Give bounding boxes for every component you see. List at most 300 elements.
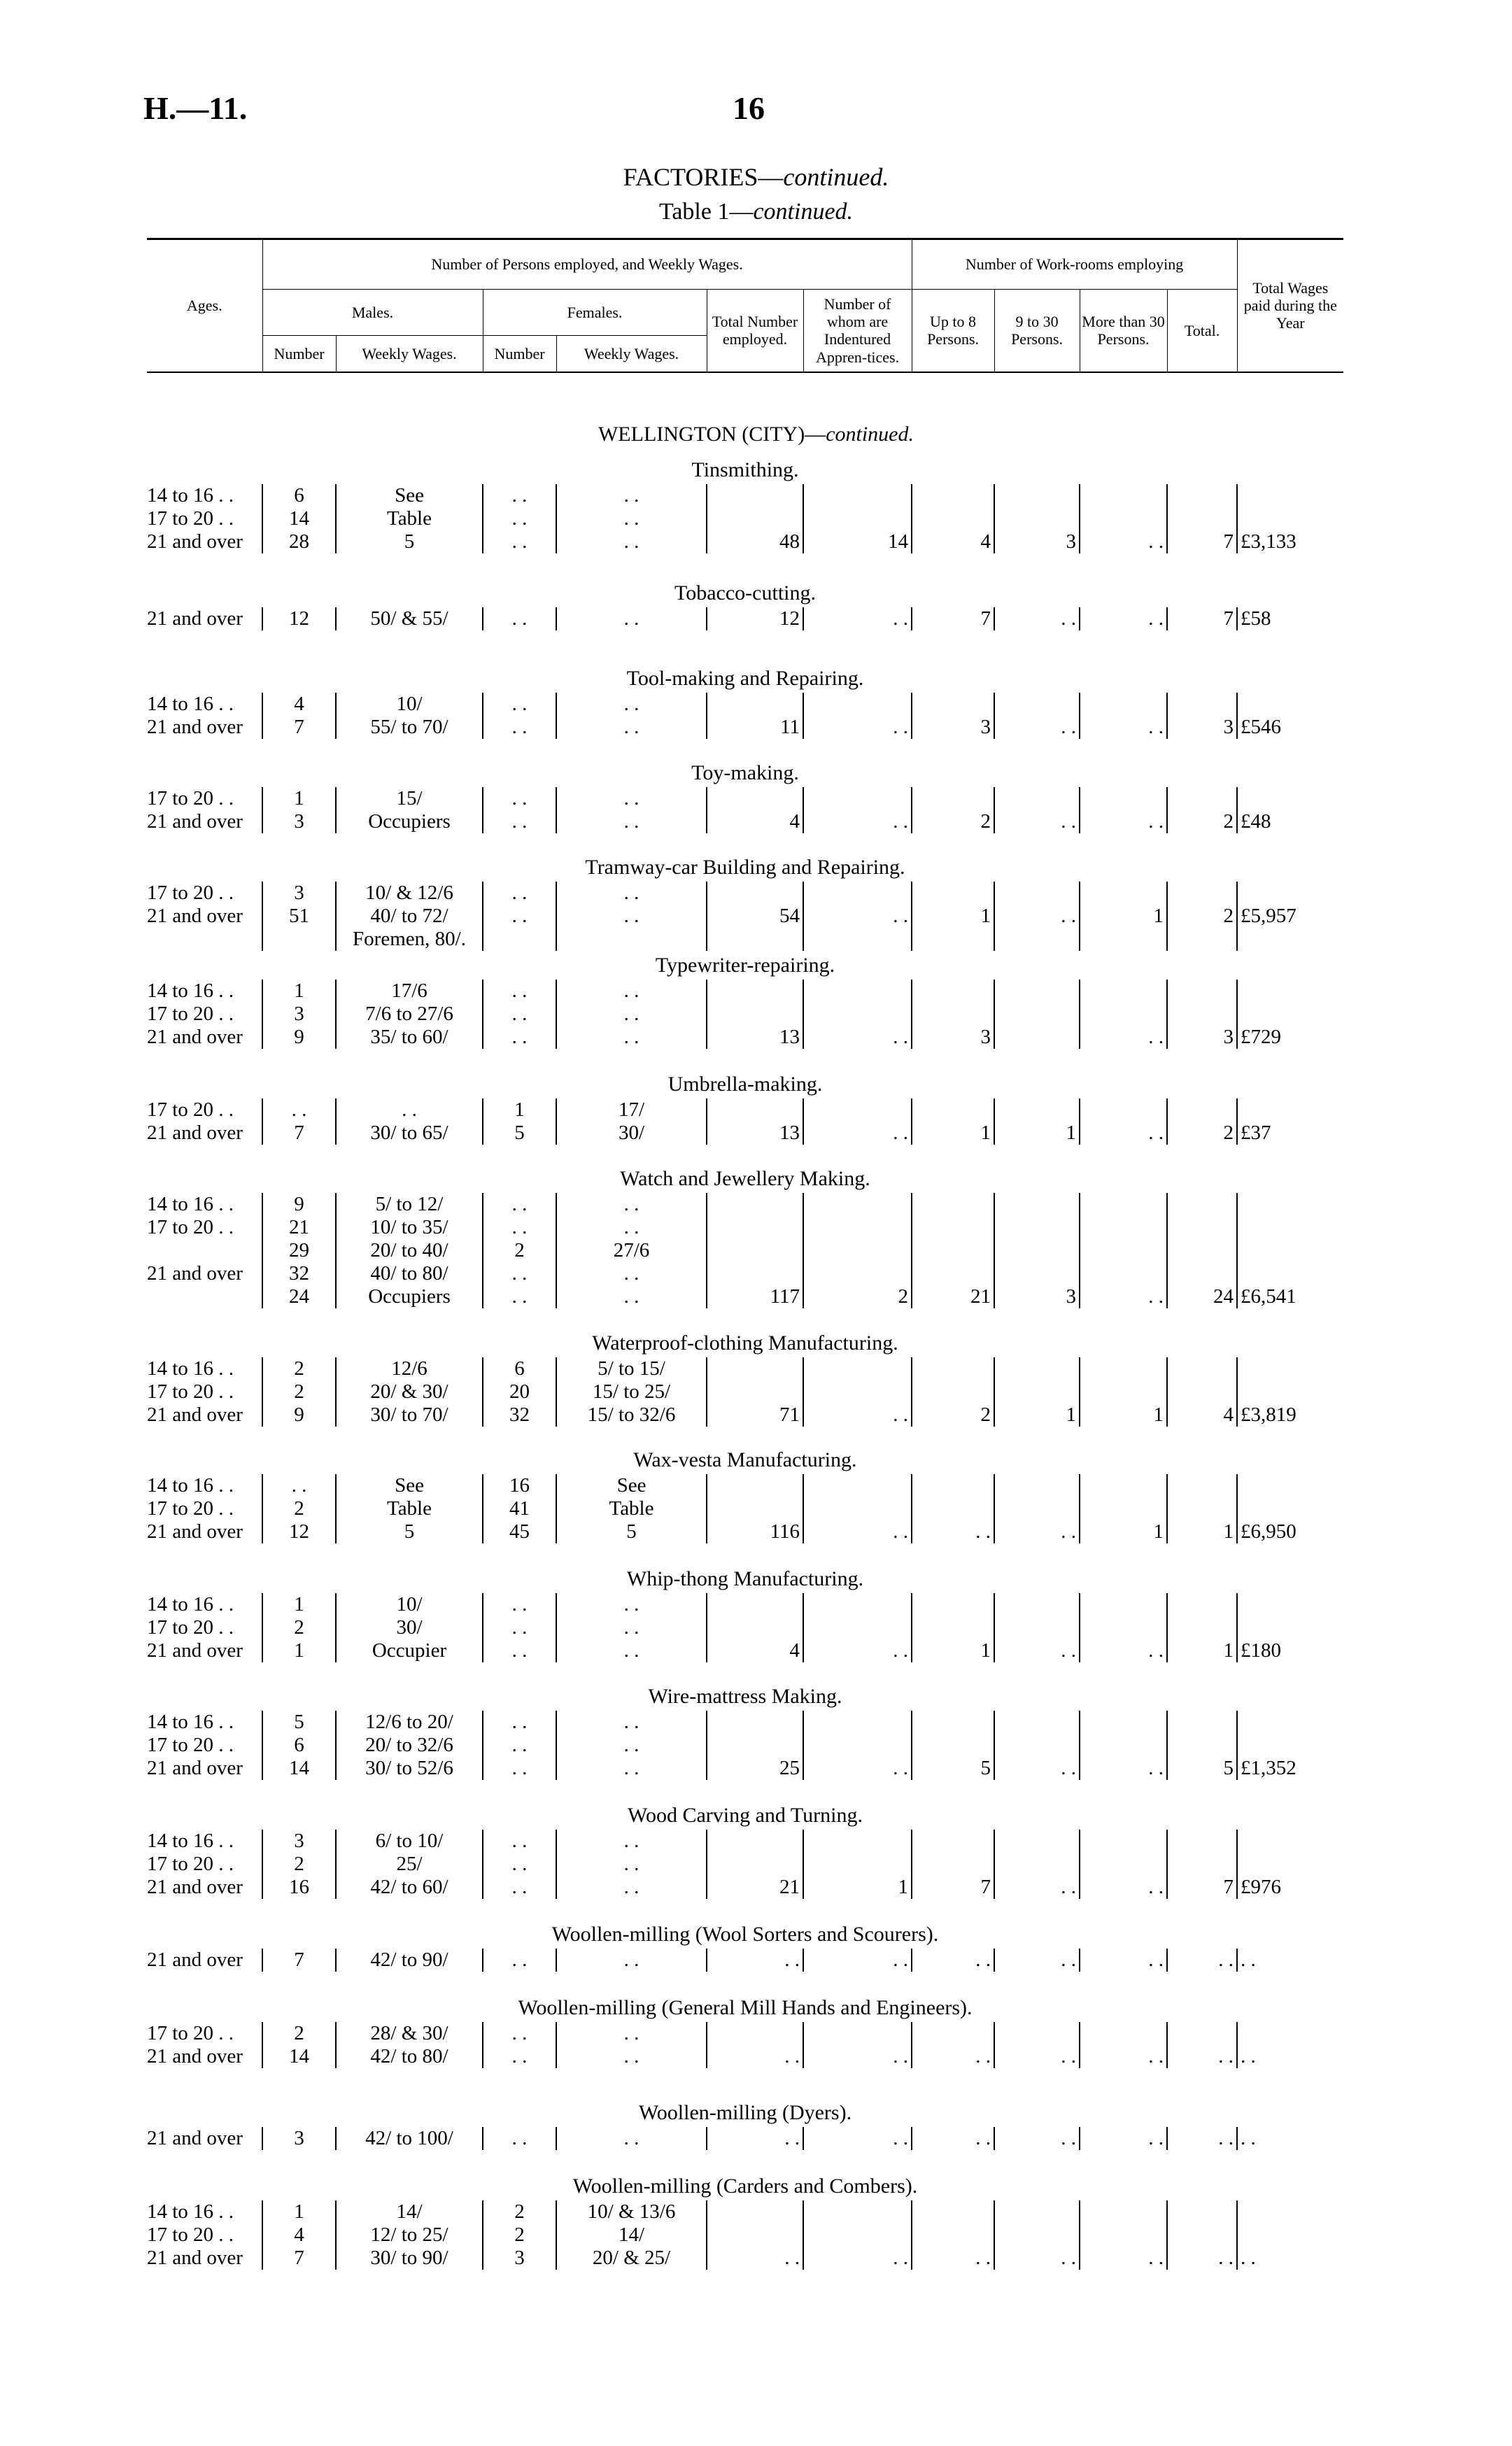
cell-males-wages: 20/ & 30/ — [336, 1380, 483, 1404]
cell-nine-to-30 — [994, 882, 1080, 905]
cell-more-than-30 — [1080, 1239, 1167, 1262]
cell-males-number: 3 — [262, 882, 336, 905]
cell-up-to-8: 7 — [912, 607, 994, 630]
cell-males-wages: 14/ — [336, 2200, 483, 2224]
cell-females-wages: See — [556, 1474, 707, 1497]
table-row — [147, 1193, 1343, 1216]
cell-males-number: 14 — [262, 1757, 336, 1780]
cell-males-number: 2 — [262, 1497, 336, 1520]
cell-rooms-total — [1167, 693, 1237, 716]
cell-total-wages — [1237, 1262, 1343, 1285]
trade-section — [147, 1921, 1343, 1972]
trade-section — [147, 1165, 1343, 1308]
cell-rooms-total — [1167, 1497, 1237, 1520]
cell-rooms-total — [1167, 882, 1237, 905]
cell-age: 21 and over — [147, 1876, 243, 1898]
cell-nine-to-30 — [994, 1193, 1080, 1216]
cell-females-wages: . . — [556, 787, 707, 810]
cell-females-wages: . . — [556, 1757, 707, 1780]
cell-total-employed — [707, 1497, 803, 1520]
cell-indentured — [803, 2200, 912, 2224]
cell-total-employed — [707, 1262, 803, 1285]
cell-total-wages — [1237, 1003, 1343, 1026]
cell-indentured — [803, 507, 912, 530]
cell-total-employed — [707, 1239, 803, 1262]
cell-nine-to-30 — [994, 2022, 1080, 2045]
cell-indentured — [803, 980, 912, 1003]
cell-rooms-total — [1167, 787, 1237, 810]
cell-more-than-30 — [1080, 2200, 1167, 2224]
cell-nine-to-30: . . — [994, 810, 1080, 833]
trade-title: Woollen-milling (General Mill Hands and Engineers). — [518, 1996, 973, 2019]
cell-nine-to-30: . . — [994, 1639, 1080, 1662]
cell-males-wages: Occupier — [336, 1639, 483, 1662]
cell-rooms-total — [1167, 2224, 1237, 2247]
cell-males-wages: 30/ — [336, 1616, 483, 1639]
cell-females-number: . . — [483, 1593, 556, 1616]
cell-males-wages: Occupiers — [336, 1285, 483, 1308]
col-indentured: Number of whom are Indentured Appren-tices. — [803, 290, 912, 372]
cell-total-employed: 71 — [707, 1404, 803, 1427]
cell-indentured — [803, 1193, 912, 1216]
cell-males-number: 12 — [262, 1520, 336, 1543]
cell-indentured — [803, 1711, 912, 1734]
cell-age: 17 to 20 . . — [147, 1616, 234, 1639]
cell-indentured: . . — [803, 1949, 912, 1972]
col-males-number: Number — [262, 336, 336, 372]
cell-indentured: . . — [803, 1122, 912, 1145]
cell-indentured — [803, 2022, 912, 2045]
cell-males-number: 2 — [262, 1380, 336, 1404]
cell-females-number: . . — [483, 1949, 556, 1972]
cell-males-number: 7 — [262, 1122, 336, 1145]
cell-indentured — [803, 1216, 912, 1239]
cell-females-wages: . . — [556, 2045, 707, 2068]
trade-title: Woollen-milling (Wool Sorters and Scourers). — [551, 1923, 939, 1946]
cell-nine-to-30: 1 — [994, 1122, 1080, 1145]
cell-females-number: 5 — [483, 1122, 556, 1145]
cell-total-wages: £546 — [1237, 716, 1343, 739]
cell-total-employed — [707, 1003, 803, 1026]
cell-indentured: . . — [803, 905, 912, 928]
cell-age: 21 and over — [147, 1026, 243, 1048]
cell-total-wages — [1237, 1239, 1343, 1262]
cell-females-wages — [556, 928, 707, 951]
cell-females-number: 6 — [483, 1357, 556, 1380]
cell-more-than-30: . . — [1080, 810, 1167, 833]
cell-total-employed — [707, 980, 803, 1003]
cell-nine-to-30: . . — [994, 2247, 1080, 2270]
cell-up-to-8 — [912, 1098, 994, 1122]
cell-up-to-8: 3 — [912, 716, 994, 739]
cell-up-to-8: 3 — [912, 1026, 994, 1049]
cell-females-wages: Table — [556, 1497, 707, 1520]
cell-nine-to-30 — [994, 1593, 1080, 1616]
cell-age: 17 to 20 . . — [147, 507, 234, 530]
cell-females-wages: 27/6 — [556, 1239, 707, 1262]
cell-females-number: . . — [483, 1853, 556, 1876]
cell-males-wages: 42/ to 60/ — [336, 1876, 483, 1899]
cell-total-employed: . . — [707, 2045, 803, 2068]
cell-males-number: 4 — [262, 2224, 336, 2247]
cell-up-to-8: . . — [912, 1949, 994, 1972]
cell-males-number: 12 — [262, 607, 336, 630]
cell-rooms-total — [1167, 928, 1237, 951]
table-row — [147, 787, 1343, 810]
trade-title: Wax-vesta Manufacturing. — [633, 1448, 857, 1471]
cell-nine-to-30 — [994, 980, 1080, 1003]
cell-total-wages — [1237, 507, 1343, 530]
cell-indentured — [803, 928, 912, 951]
table-row — [147, 1122, 1343, 1145]
table-row — [147, 1830, 1343, 1853]
cell-females-number: . . — [483, 1216, 556, 1239]
cell-up-to-8 — [912, 1380, 994, 1404]
table-row — [147, 2200, 1343, 2224]
cell-rooms-total: . . — [1167, 2127, 1237, 2150]
cell-total-employed: 117 — [707, 1285, 803, 1308]
trade-title: Tramway-car Building and Repairing. — [585, 856, 905, 879]
cell-total-employed: 54 — [707, 905, 803, 928]
trade-section — [147, 759, 1343, 833]
cell-males-wages: See — [336, 1474, 483, 1497]
cell-up-to-8 — [912, 2200, 994, 2224]
cell-females-number: . . — [483, 1757, 556, 1780]
cell-total-wages: . . — [1237, 2127, 1343, 2150]
table-row — [147, 1380, 1343, 1404]
trade-title: Waterproof-clothing Manufacturing. — [592, 1331, 898, 1355]
cell-males-number: 21 — [262, 1216, 336, 1239]
cell-age: 17 to 20 . . — [147, 2022, 234, 2044]
trade-section — [147, 1070, 1343, 1145]
cell-females-wages: 30/ — [556, 1122, 707, 1145]
cell-total-employed — [707, 1193, 803, 1216]
cell-indentured: . . — [803, 716, 912, 739]
cell-total-employed: . . — [707, 2247, 803, 2270]
cell-more-than-30 — [1080, 1711, 1167, 1734]
cell-total-wages: £976 — [1237, 1876, 1343, 1899]
cell-males-number: 6 — [262, 1734, 336, 1757]
cell-total-wages — [1237, 1830, 1343, 1853]
cell-indentured — [803, 1616, 912, 1639]
cell-age: 21 and over — [147, 530, 243, 553]
cell-males-wages: 12/6 to 20/ — [336, 1711, 483, 1734]
table-row — [147, 1474, 1343, 1497]
cell-females-wages: . . — [556, 1711, 707, 1734]
cell-more-than-30: . . — [1080, 1949, 1167, 1972]
cell-total-employed — [707, 787, 803, 810]
cell-age: 21 and over — [147, 607, 243, 630]
cell-more-than-30 — [1080, 484, 1167, 507]
cell-total-employed: 4 — [707, 810, 803, 833]
cell-nine-to-30: 1 — [994, 1404, 1080, 1427]
table-row — [147, 810, 1343, 833]
cell-nine-to-30 — [994, 1098, 1080, 1122]
table-row — [147, 484, 1343, 507]
cell-females-number: . . — [483, 1734, 556, 1757]
cell-total-employed — [707, 1616, 803, 1639]
cell-total-employed — [707, 1830, 803, 1853]
cell-total-wages — [1237, 1711, 1343, 1734]
cell-indentured: 2 — [803, 1285, 912, 1308]
cell-females-wages: . . — [556, 1734, 707, 1757]
cell-nine-to-30: . . — [994, 716, 1080, 739]
cell-males-wages: 30/ to 70/ — [336, 1404, 483, 1427]
cell-more-than-30 — [1080, 928, 1167, 951]
cell-indentured — [803, 1239, 912, 1262]
cell-up-to-8 — [912, 1497, 994, 1520]
cell-males-number: 3 — [262, 1830, 336, 1853]
cell-females-wages: . . — [556, 1853, 707, 1876]
cell-males-wages: 55/ to 70/ — [336, 716, 483, 739]
cell-more-than-30 — [1080, 1830, 1167, 1853]
col-females: Females. — [483, 290, 707, 336]
cell-up-to-8 — [912, 507, 994, 530]
cell-males-wages: 50/ & 55/ — [336, 607, 483, 630]
cell-up-to-8 — [912, 484, 994, 507]
cell-indentured — [803, 1830, 912, 1853]
cell-total-wages — [1237, 1474, 1343, 1497]
cell-rooms-total — [1167, 2022, 1237, 2045]
cell-rooms-total: 7 — [1167, 530, 1237, 553]
cell-males-number: 1 — [262, 980, 336, 1003]
table-row — [147, 1593, 1343, 1616]
cell-total-wages — [1237, 1593, 1343, 1616]
cell-more-than-30 — [1080, 1616, 1167, 1639]
cell-males-wages: 30/ to 65/ — [336, 1122, 483, 1145]
cell-up-to-8 — [912, 1193, 994, 1216]
cell-males-wages: 40/ to 80/ — [336, 1262, 483, 1285]
cell-up-to-8 — [912, 1003, 994, 1026]
trade-section — [147, 665, 1343, 739]
cell-females-wages: 20/ & 25/ — [556, 2247, 707, 2270]
cell-females-number: . . — [483, 980, 556, 1003]
cell-age: 14 to 16 . . — [147, 1474, 234, 1497]
cell-rooms-total — [1167, 1003, 1237, 1026]
cell-rooms-total: 7 — [1167, 1876, 1237, 1899]
cell-females-number: 2 — [483, 2200, 556, 2224]
cell-females-wages: . . — [556, 1830, 707, 1853]
cell-age: 21 and over — [147, 1757, 243, 1779]
cell-total-wages: £180 — [1237, 1639, 1343, 1662]
cell-females-wages: . . — [556, 530, 707, 553]
cell-females-wages: . . — [556, 1216, 707, 1239]
cell-males-number: 24 — [262, 1285, 336, 1308]
cell-females-number: 20 — [483, 1380, 556, 1404]
trade-title: Watch and Jewellery Making. — [620, 1167, 870, 1190]
cell-nine-to-30 — [994, 484, 1080, 507]
cell-males-wages: 30/ to 52/6 — [336, 1757, 483, 1780]
cell-males-number: 2 — [262, 1616, 336, 1639]
cell-up-to-8 — [912, 1357, 994, 1380]
cell-males-number: 3 — [262, 2127, 336, 2150]
table-row — [147, 2045, 1343, 2068]
table-row — [147, 607, 1343, 630]
cell-males-number: 1 — [262, 1639, 336, 1662]
cell-males-wages: 35/ to 60/ — [336, 1026, 483, 1049]
col-females-wages: Weekly Wages. — [556, 336, 707, 372]
cell-total-wages: . . — [1237, 1949, 1343, 1972]
cell-rooms-total — [1167, 1474, 1237, 1497]
cell-males-wages: See — [336, 484, 483, 507]
table-row — [147, 1639, 1343, 1662]
cell-males-wages: 10/ — [336, 693, 483, 716]
cell-males-number: 9 — [262, 1026, 336, 1049]
cell-total-employed: 48 — [707, 530, 803, 553]
cell-males-number: 3 — [262, 810, 336, 833]
cell-nine-to-30 — [994, 1853, 1080, 1876]
factories-heading: FACTORIES—continued. — [623, 163, 889, 191]
cell-rooms-total — [1167, 1593, 1237, 1616]
cell-indentured — [803, 1380, 912, 1404]
trade-title: Umbrella-making. — [667, 1073, 823, 1096]
cell-total-wages — [1237, 1616, 1343, 1639]
cell-up-to-8: 4 — [912, 530, 994, 553]
cell-total-employed — [707, 693, 803, 716]
cell-rooms-total — [1167, 1830, 1237, 1853]
cell-males-number: 51 — [262, 905, 336, 928]
cell-females-wages: . . — [556, 1262, 707, 1285]
cell-rooms-total: 5 — [1167, 1757, 1237, 1780]
cell-males-number: 28 — [262, 530, 336, 553]
cell-indentured: . . — [803, 2247, 912, 2270]
cell-rooms-total — [1167, 1239, 1237, 1262]
cell-nine-to-30: . . — [994, 1520, 1080, 1543]
cell-males-wages: 15/ — [336, 787, 483, 810]
table-row — [147, 1098, 1343, 1122]
cell-females-number: 1 — [483, 1098, 556, 1122]
cell-total-employed — [707, 2224, 803, 2247]
cell-total-wages — [1237, 1216, 1343, 1239]
cell-females-number: . . — [483, 1639, 556, 1662]
cell-males-wages: 12/ to 25/ — [336, 2224, 483, 2247]
cell-up-to-8 — [912, 928, 994, 951]
cell-rooms-total: 2 — [1167, 905, 1237, 928]
cell-rooms-total — [1167, 1380, 1237, 1404]
cell-total-wages — [1237, 1497, 1343, 1520]
cell-more-than-30: . . — [1080, 716, 1167, 739]
page-code: H.—11. — [143, 90, 248, 126]
cell-males-wages: Foremen, 80/. — [336, 928, 483, 951]
cell-age: 17 to 20 . . — [147, 1853, 234, 1875]
cell-up-to-8 — [912, 1711, 994, 1734]
cell-nine-to-30: 3 — [994, 1285, 1080, 1308]
cell-females-wages: 15/ to 32/6 — [556, 1404, 707, 1427]
col-rooms-group: Number of Work-rooms employing — [912, 239, 1237, 290]
cell-indentured — [803, 484, 912, 507]
cell-total-wages — [1237, 980, 1343, 1003]
table-row — [147, 882, 1343, 905]
cell-up-to-8: 2 — [912, 810, 994, 833]
cell-indentured — [803, 1593, 912, 1616]
cell-males-wages: 17/6 — [336, 980, 483, 1003]
cell-rooms-total — [1167, 507, 1237, 530]
cell-males-wages: 5/ to 12/ — [336, 1193, 483, 1216]
cell-males-wages: 12/6 — [336, 1357, 483, 1380]
cell-total-employed: 21 — [707, 1876, 803, 1899]
cell-rooms-total: 3 — [1167, 716, 1237, 739]
trade-title: Whip-thong Manufacturing. — [626, 1567, 864, 1590]
cell-total-wages — [1237, 928, 1343, 951]
table-row — [147, 507, 1343, 530]
cell-males-number: 6 — [262, 484, 336, 507]
cell-total-employed — [707, 2022, 803, 2045]
cell-age: 21 and over — [147, 810, 243, 833]
cell-males-number: 29 — [262, 1239, 336, 1262]
trade-section — [147, 1329, 1343, 1427]
cell-age: 21 and over — [147, 1639, 243, 1662]
cell-rooms-total: 7 — [1167, 607, 1237, 630]
cell-females-number: . . — [483, 810, 556, 833]
table-row — [147, 1853, 1343, 1876]
table-row — [147, 928, 1343, 951]
cell-indentured — [803, 693, 912, 716]
cell-males-number: 3 — [262, 1003, 336, 1026]
cell-more-than-30: . . — [1080, 1876, 1167, 1899]
trade-section — [147, 952, 1343, 1049]
cell-more-than-30 — [1080, 1193, 1167, 1216]
table-heading: Table 1—continued. — [658, 199, 854, 225]
cell-females-wages: . . — [556, 716, 707, 739]
cell-age: 17 to 20 . . — [147, 2224, 234, 2246]
cell-more-than-30 — [1080, 1380, 1167, 1404]
cell-nine-to-30: . . — [994, 1876, 1080, 1899]
cell-age: 14 to 16 . . — [147, 1357, 234, 1380]
cell-more-than-30: . . — [1080, 2127, 1167, 2150]
cell-total-wages — [1237, 1098, 1343, 1122]
cell-total-wages — [1237, 1853, 1343, 1876]
cell-males-wages: 10/ to 35/ — [336, 1216, 483, 1239]
table-row — [147, 1216, 1343, 1239]
cell-males-wages: 20/ to 40/ — [336, 1239, 483, 1262]
cell-males-number: . . — [262, 1098, 336, 1122]
cell-rooms-total: 1 — [1167, 1639, 1237, 1662]
cell-age: 21 and over — [147, 1262, 243, 1285]
cell-up-to-8 — [912, 693, 994, 716]
cell-up-to-8 — [912, 1734, 994, 1757]
cell-males-wages: 5 — [336, 530, 483, 553]
cell-males-wages: 10/ — [336, 1593, 483, 1616]
cell-total-employed — [707, 2200, 803, 2224]
cell-females-number: . . — [483, 1003, 556, 1026]
cell-females-number: . . — [483, 787, 556, 810]
cell-up-to-8 — [912, 1239, 994, 1262]
cell-total-employed — [707, 1593, 803, 1616]
cell-more-than-30: . . — [1080, 1639, 1167, 1662]
trade-section — [147, 854, 1343, 951]
cell-females-number: . . — [483, 1616, 556, 1639]
table-row — [147, 1876, 1343, 1899]
cell-males-number: 5 — [262, 1711, 336, 1734]
cell-nine-to-30 — [994, 1497, 1080, 1520]
cell-age: 14 to 16 . . — [147, 1830, 234, 1852]
cell-males-number: 2 — [262, 1853, 336, 1876]
cell-indentured: . . — [803, 2045, 912, 2068]
cell-more-than-30 — [1080, 1098, 1167, 1122]
cell-females-wages: . . — [556, 1639, 707, 1662]
cell-females-number: 2 — [483, 2224, 556, 2247]
cell-rooms-total: 24 — [1167, 1285, 1237, 1308]
col-total-employed: Total Number employed. — [707, 290, 803, 372]
cell-indentured — [803, 1098, 912, 1122]
cell-age: 21 and over — [147, 716, 243, 738]
cell-nine-to-30: . . — [994, 607, 1080, 630]
cell-indentured — [803, 1853, 912, 1876]
cell-more-than-30: . . — [1080, 2247, 1167, 2270]
cell-total-employed: 116 — [707, 1520, 803, 1543]
cell-up-to-8 — [912, 1262, 994, 1285]
cell-indentured — [803, 882, 912, 905]
